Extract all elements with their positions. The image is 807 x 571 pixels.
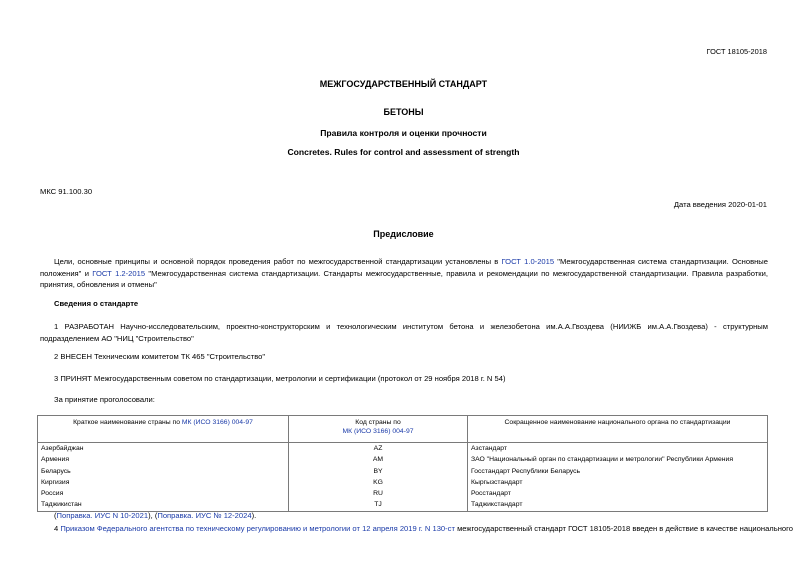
cell-body: Азстандарт [468, 443, 768, 455]
intro-date: Дата введения 2020-01-01 [673, 200, 767, 209]
countries-table [37, 415, 768, 512]
subtitle-ru: Правила контроля и оценки прочности [320, 128, 487, 138]
voted-label: За принятие проголосовали: [54, 395, 155, 404]
table-row [38, 499, 768, 511]
rosstandart-order-link[interactable]: Приказом Федерального агентства по техническому регулированию и метрологии от 12 апреля 2019 г. N 130-ст [60, 524, 455, 533]
standard-type-title: МЕЖГОСУДАРСТВЕННЫЙ СТАНДАРТ [319, 79, 488, 89]
cell-country: Беларусь [38, 466, 289, 477]
cell-code: KG [289, 477, 468, 488]
cell-body: Росстандарт [468, 488, 768, 499]
about-item-1: 1 РАЗРАБОТАН Научно-исследовательским, проектно-конструкторским и технологическим институтом бетона и железобетона им.А.А.Гвоздева (НИИЖБ им.А.А.Гвоздева) - структурным подразделением АО "НИЦ "Строительство" [40, 322, 768, 343]
gost-1-0-link[interactable]: ГОСТ 1.0-2015 [501, 257, 555, 266]
table-row [38, 477, 768, 488]
cell-country: Россия [38, 488, 289, 499]
header-code [289, 416, 468, 443]
table-row [38, 466, 768, 477]
cell-body: ЗАО "Национальный орган по стандартизации и метрологии" Республики Армения [468, 454, 768, 465]
cell-country: Армения [38, 454, 289, 465]
table-row [38, 443, 768, 455]
cell-body: Таджикстандарт [468, 499, 768, 511]
header-country [38, 416, 289, 443]
amendment-link-2021[interactable]: Поправка. ИУС N 10-2021 [56, 511, 149, 520]
cell-code: RU [289, 488, 468, 499]
mk-iso-link-2[interactable]: МК (ИСО 3166) 004-97 [342, 428, 414, 435]
table-row [38, 454, 768, 465]
document-code: ГОСТ 18105-2018 [706, 47, 767, 56]
cell-code: BY [289, 466, 468, 477]
cell-code: AZ [289, 443, 468, 455]
amend-open: ( [54, 511, 57, 520]
amend-close: ). [251, 511, 257, 520]
preface-text-2: "Межгосударственная система стандартизации. Основные положения" и [40, 257, 768, 278]
cell-country: Киргизия [38, 477, 289, 488]
about-item-3: 3 ПРИНЯТ Межгосударственным советом по стандартизации, метрологии и сертификации (протокол от 29 ноября 2018 г. N 54) [54, 374, 506, 383]
cell-code: TJ [289, 499, 468, 511]
item4-text: межгосударственный стандарт ГОСТ 18105-2018 введен в действие в качестве национального [454, 524, 793, 533]
about-item-4 [54, 524, 793, 533]
amend-mid: ), ( [148, 511, 158, 520]
gost-1-2-link[interactable]: ГОСТ 1.2-2015 [92, 268, 146, 278]
cell-country: Таджикистан [38, 499, 289, 511]
cell-country: Азербайджан [38, 443, 289, 455]
table-header-row [38, 416, 768, 443]
about-item-2: 2 ВНЕСЕН Техническим комитетом ТК 465 "Строительство" [54, 352, 266, 361]
table-row [38, 488, 768, 499]
item4-number: 4 [54, 524, 61, 533]
amendment-link-2024[interactable]: Поправка. ИУС № 12-2024 [157, 511, 252, 520]
preface-text-3: "Межгосударственная система стандартизации. Стандарты межгосударственные, правила и рекомендации по межгосударственной стандартизации. Правила разработки, принятия, обновления и отмены" [40, 268, 768, 289]
cell-body: Кыргызстандарт [468, 477, 768, 488]
header-country-text: Краткое наименование страны по [73, 419, 182, 426]
preface-paragraph [40, 256, 768, 291]
subtitle-en: Concretes. Rules for control and assessment of strength [287, 147, 520, 157]
header-code-text: Код страны по [355, 419, 401, 426]
amendments-line [54, 511, 256, 520]
cell-code: AM [289, 454, 468, 465]
header-body: Сокращенное наименование национального органа по стандартизации [468, 416, 768, 443]
preface-heading: Предисловие [373, 229, 434, 239]
mks-code: МКС 91.100.30 [40, 187, 93, 196]
about-heading: Сведения о стандарте [54, 299, 139, 308]
cell-body: Госстандарт Республики Беларусь [468, 466, 768, 477]
preface-text-1: Цели, основные принципы и основной порядок проведения работ по межгосударственной стандартизации установлены в [54, 257, 502, 266]
mk-iso-link-1[interactable]: МК (ИСО 3166) 004-97 [181, 419, 253, 426]
subject-title: БЕТОНЫ [383, 107, 424, 117]
